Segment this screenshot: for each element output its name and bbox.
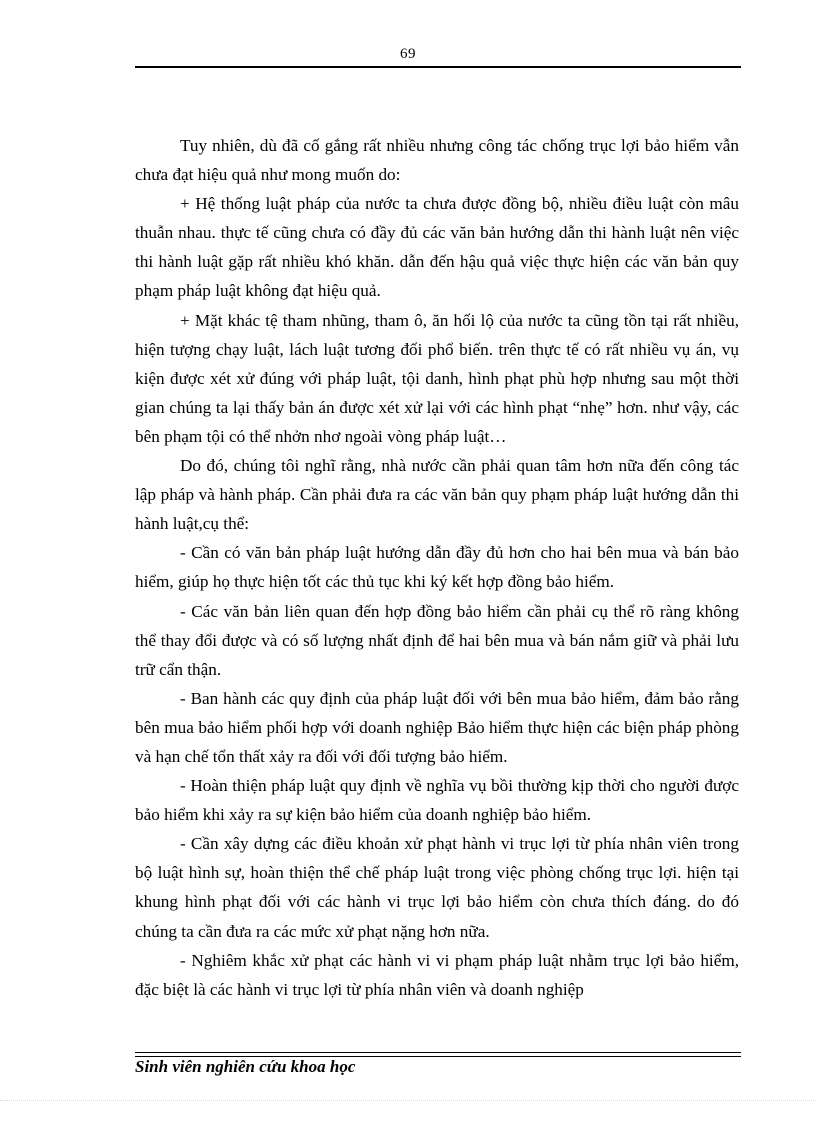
list-item-strict-punishment: - Nghiêm khắc xử phạt các hành vi vi phạm pháp luật nhằm trục lợi bảo hiểm, đặc biệt là các hành vi trục lợi từ phía nhân viên và doanh nghiệp <box>135 950 739 999</box>
page-bottom-dotted-line <box>0 1100 816 1101</box>
list-item-contract-docs: - Các văn bản liên quan đến hợp đồng bảo hiểm cần phải cụ thể rõ ràng không thể thay đổi được và có số lượng nhất định để hai bên mua và bán nắm giữ và phải lưu trữ cẩn thận. <box>135 601 739 679</box>
list-item-guidance: - Cần có văn bản pháp luật hướng dẫn đầy đủ hơn cho hai bên mua và bán bảo hiểm, giúp họ thực hiện tốt các thủ tục khi ký kết hợp đồng bảo hiểm. <box>135 543 739 592</box>
list-item-penalties: - Cần xây dựng các điều khoản xử phạt hành vi trục lợi từ phía nhân viên trong bộ luật hình sự, hoàn thiện thể chế pháp luật trong việc phòng chống trục lợi. hiện tại khung hình phạt đối với các hành vi trục lợi bảo hiểm còn chưa thích đáng. do đó chúng ta cần đưa ra các mức xử phạt nặng hơn nữa. <box>135 834 739 941</box>
list-item-compensation: - Hoàn thiện pháp luật quy định về nghĩa vụ bồi thường kịp thời cho người được bảo hiểm khi xảy ra sự kiện bảo hiểm của doanh nghiệp bảo hiểm. <box>135 776 739 825</box>
paragraph-intro: Tuy nhiên, dù đã cố gắng rất nhiều nhưng công tác chống trục lợi bảo hiểm vẫn chưa đạt hiệu quả như mong muốn do: <box>135 136 739 185</box>
paragraph-recommendation: Do đó, chúng tôi nghĩ rằng, nhà nước cần phải quan tâm hơn nữa đến công tác lập pháp và hành pháp. Cần phải đưa ra các văn bản quy phạm pháp luật hướng dẫn thi hành luật,cụ thể: <box>135 456 739 534</box>
paragraph-legal-system: + Hệ thống luật pháp của nước ta chưa được đồng bộ, nhiều điều luật còn mâu thuẫn nhau. thực tế cũng chưa có đầy đủ các văn bản hướng dẫn thi hành luật nên việc thi hành luật gặp rất nhiều khó khăn. dẫn đến hậu quả việc thực hiện các văn bản quy phạm pháp luật không đạt hiệu quả. <box>135 194 739 301</box>
list-item-buyer-rules: - Ban hành các quy định của pháp luật đối với bên mua bảo hiểm, đảm bảo rằng bên mua bảo hiểm phối hợp với doanh nghiệp Bảo hiểm thực hiện các biện pháp phòng và hạn chế tổn thất xảy ra đối với đối tượng bảo hiểm. <box>135 688 739 766</box>
page-number: 69 <box>400 46 416 62</box>
footer-title: Sinh viên nghiên cứu khoa học <box>135 1057 356 1076</box>
document-body <box>135 131 739 1004</box>
header-rule <box>135 66 741 68</box>
paragraph-corruption: + Mặt khác tệ tham nhũng, tham ô, ăn hối lộ của nước ta cũng tồn tại rất nhiều, hiện tượng chạy luật, lách luật tương đối phổ biến. trên thực tế có rất nhiều vụ án, vụ kiện được xét xử đúng với pháp luật, tội danh, hình phạt phù hợp nhưng sau một thời gian chúng ta lại thấy bản án được xét xử lại với các hình phạt “nhẹ” hơn. như vậy, các bên phạm tội có thể nhởn nhơ ngoài vòng pháp luật… <box>135 310 739 446</box>
